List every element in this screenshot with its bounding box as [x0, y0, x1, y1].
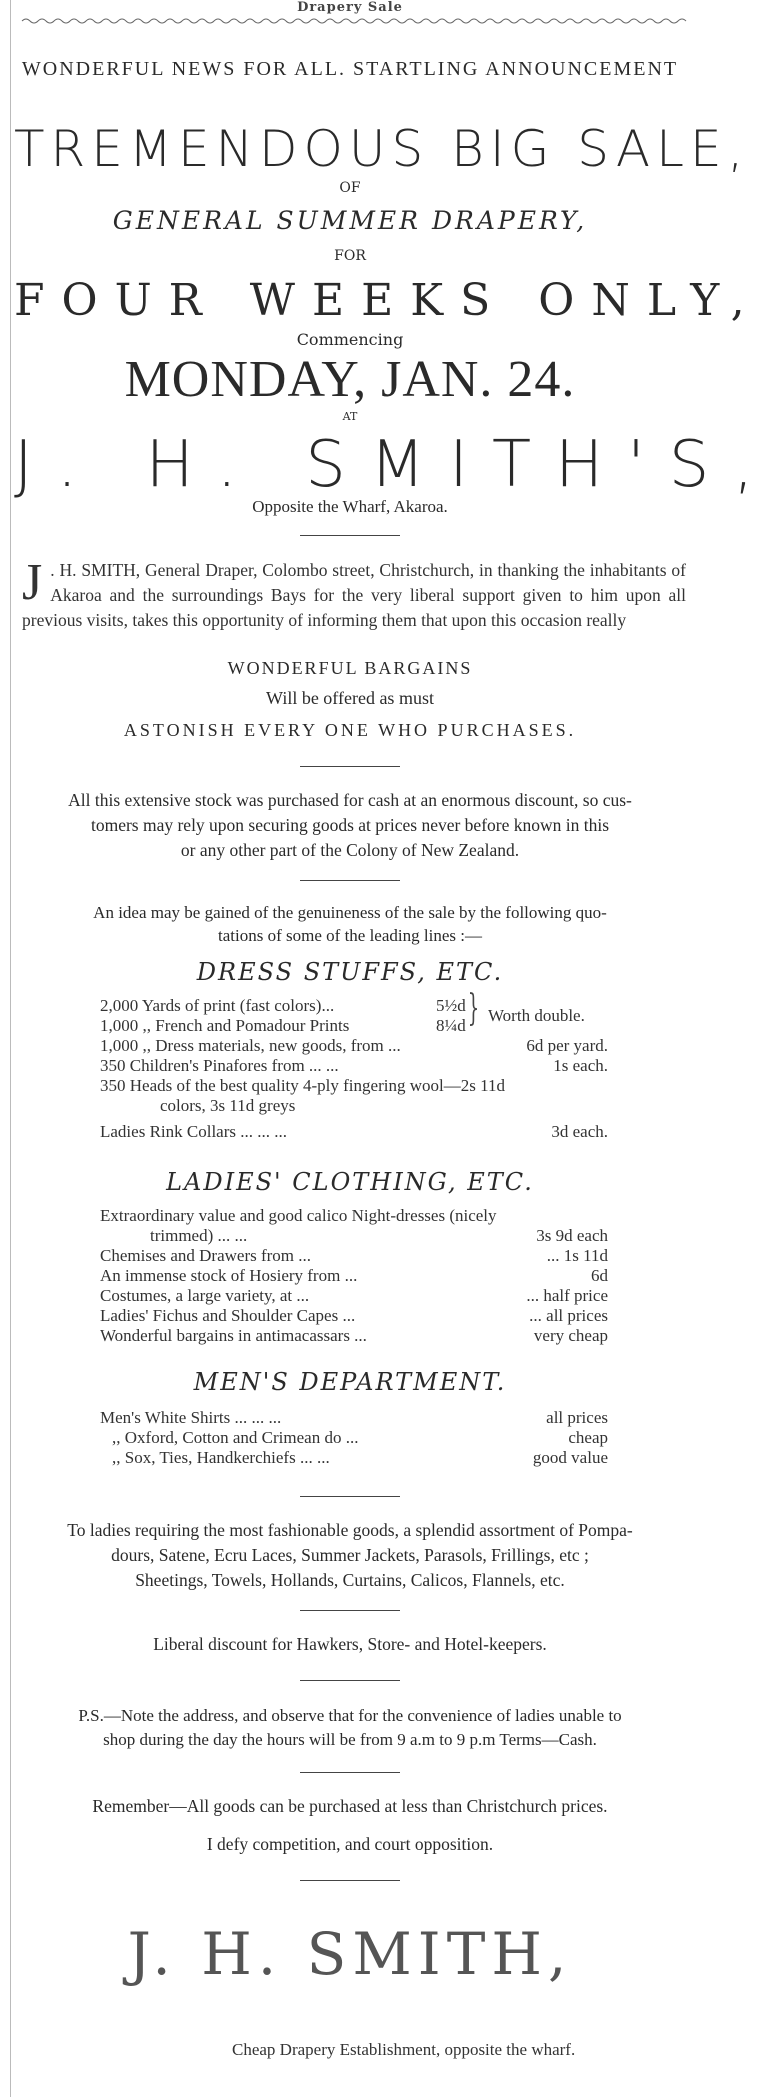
- headline-at: AT: [342, 410, 358, 423]
- ladies-item: Wonderful bargains in antimacassars ...: [100, 1326, 367, 1345]
- headline-title: TREMENDOUS BIG SALE,: [14, 120, 750, 178]
- intro-dropcap: J: [22, 554, 43, 611]
- intro-bargains: WONDERFUL BARGAINS: [227, 658, 473, 678]
- page-edge-rule: [10, 0, 11, 2097]
- divider: [300, 1680, 400, 1681]
- divider: [300, 1880, 400, 1881]
- dress-item: colors, 3s 11d greys: [160, 1096, 296, 1115]
- divider: [300, 880, 400, 881]
- dress-item: 2,000 Yards of print (fast colors)...: [100, 996, 335, 1015]
- fashion-line-2: dours, Satene, Ecru Laces, Summer Jackets, Parasols, Frillings, etc ;: [111, 1545, 589, 1565]
- ladies-item: Extraordinary value and good calico Night-dresses (nicely: [100, 1206, 497, 1225]
- footer-address: Cheap Drapery Establishment, opposite the wharf.: [232, 2040, 576, 2059]
- signature-name: J. H. SMITH,: [127, 1920, 573, 1988]
- dress-price: 1s each.: [553, 1056, 608, 1075]
- dress-item: 350 Heads of the best quality 4-ply fingering wool—2s 11d: [100, 1076, 505, 1095]
- headline-commencing: Commencing: [296, 330, 404, 349]
- idea-line-1: An idea may be gained of the genuineness of the sale by the following quo-: [93, 903, 607, 922]
- remember-line-1: Remember—All goods can be purchased at less than Christchurch prices.: [92, 1796, 608, 1816]
- ladies-item: An immense stock of Hosiery from ...: [100, 1266, 358, 1285]
- ladies-price: ... 1s 11d: [546, 1246, 608, 1265]
- fashion-line-3: Sheetings, Towels, Hollands, Curtains, Calicos, Flannels, etc.: [135, 1570, 565, 1590]
- ladies-price: 6d: [591, 1266, 608, 1285]
- wavy-rule: [22, 16, 686, 26]
- stock-line-2: tomers may rely upon securing goods at prices never before known in this: [90, 815, 610, 835]
- discount-notice: Liberal discount for Hawkers, Store- and Hotel-keepers.: [153, 1634, 547, 1654]
- headline-of: OF: [339, 180, 361, 196]
- headline-for: FOR: [334, 248, 366, 264]
- dress-worth-double: Worth double.: [488, 1006, 585, 1025]
- ladies-price: ... half price: [526, 1286, 608, 1305]
- intro-paragraph: [22, 554, 686, 633]
- ladies-price: very cheap: [533, 1326, 608, 1345]
- brace-symbol: }: [467, 988, 480, 1029]
- mens-item: ,, Sox, Ties, Handkerchiefs ... ...: [112, 1448, 330, 1467]
- divider: [300, 1496, 400, 1497]
- remember-line-2: I defy competition, and court opposition.: [206, 1834, 494, 1854]
- dress-price: 5½d: [436, 996, 466, 1015]
- ladies-item: Ladies' Fichus and Shoulder Capes ...: [100, 1306, 356, 1325]
- intro-astonish: ASTONISH EVERY ONE WHO PURCHASES.: [123, 720, 577, 740]
- ladies-item: trimmed) ... ...: [150, 1226, 248, 1245]
- mens-item: ,, Oxford, Cotton and Crimean do ...: [112, 1428, 359, 1447]
- headline-location: Opposite the Wharf, Akaroa.: [252, 497, 448, 516]
- dress-item: Ladies Rink Collars ... ... ...: [100, 1122, 287, 1141]
- dress-item: 350 Children's Pinafores from ... ...: [100, 1056, 339, 1075]
- headline-announcement: WONDERFUL NEWS FOR ALL. STARTLING ANNOUNCEMENT: [21, 58, 679, 80]
- mens-price: good value: [532, 1448, 608, 1467]
- ps-line-1: P.S.—Note the address, and observe that for the convenience of ladies unable to: [78, 1706, 622, 1725]
- headline-duration: FOUR WEEKS ONLY,: [14, 275, 762, 326]
- headline-goods: GENERAL SUMMER DRAPERY,: [112, 206, 588, 235]
- ladies-price: 3s 9d each: [536, 1226, 608, 1245]
- running-head: Drapery Sale: [297, 0, 403, 15]
- divider: [300, 535, 400, 536]
- dress-item: 1,000 ,, French and Pomadour Prints: [100, 1016, 350, 1035]
- dress-item: 1,000 ,, Dress materials, new goods, from ...: [100, 1036, 401, 1055]
- intro-offered: Will be offered as must: [266, 688, 434, 708]
- idea-line-2: tations of some of the leading lines :—: [218, 926, 482, 945]
- divider: [300, 1610, 400, 1611]
- intro-text: . H. SMITH, General Draper, Colombo street, Christchurch, in thanking the inhabitants of Akaroa and the surroundings Bays for the very liberal support given to him upon all previous visits, takes this opportunity of informing them that upon this occasion really: [22, 560, 686, 630]
- stock-line-3: or any other part of the Colony of New Zealand.: [180, 840, 520, 860]
- fashion-line-1: To ladies requiring the most fashionable goods, a splendid assortment of Pompa-: [67, 1520, 633, 1540]
- dress-price: 3d each.: [551, 1122, 608, 1141]
- ladies-item: Chemises and Drawers from ...: [100, 1246, 312, 1265]
- divider: [300, 1772, 400, 1773]
- divider: [300, 766, 400, 767]
- mens-price: cheap: [568, 1428, 608, 1447]
- mens-item: Men's White Shirts ... ... ...: [100, 1408, 282, 1427]
- ladies-price: ... all prices: [529, 1306, 608, 1325]
- headline-shop-name: J. H. SMITH'S,: [14, 428, 778, 502]
- ps-line-2: shop during the day the hours will be from 9 a.m to 9 p.m Terms—Cash.: [103, 1730, 597, 1749]
- dress-price: 6d per yard.: [526, 1036, 608, 1055]
- headline-date: MONDAY, JAN. 24.: [124, 351, 576, 408]
- dress-heading: DRESS STUFFS, ETC.: [196, 958, 504, 986]
- ladies-item: Costumes, a large variety, at ...: [100, 1286, 310, 1305]
- stock-line-1: All this extensive stock was purchased for cash at an enormous discount, so cus-: [68, 790, 632, 810]
- mens-price: all prices: [546, 1408, 608, 1427]
- ladies-heading: LADIES' CLOTHING, ETC.: [166, 1168, 534, 1196]
- mens-heading: MEN'S DEPARTMENT.: [193, 1368, 507, 1396]
- dress-price: 8¼d: [436, 1016, 466, 1035]
